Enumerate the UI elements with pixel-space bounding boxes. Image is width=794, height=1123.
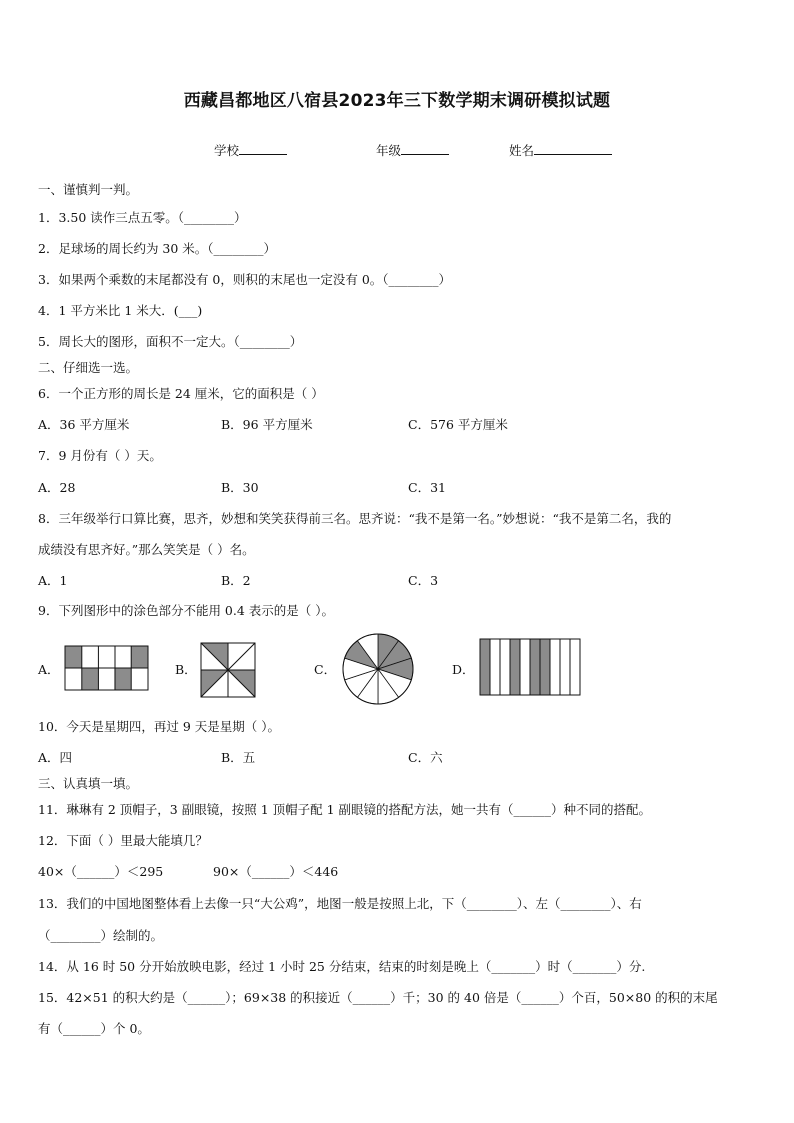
name-blank[interactable] [534,142,612,155]
question-8-continued: 成绩没有思齐好。”那么笑笑是（ ）名。 [38,542,255,557]
question-14: 14．从 16 时 50 分开始放映电影，经过 1 小时 25 分结束，结束的时刻是晚上（_______）时（_______）分. [38,959,646,974]
question-6: 6．一个正方形的周长是 24 厘米，它的面积是（ ） [38,386,324,401]
option-a[interactable]: A．28 [38,480,76,495]
page-title: 西藏昌都地区八宿县2023年三下数学期末调研模拟试题 [183,91,611,111]
question-4: 4．1 平方米比 1 米大．(___) [38,303,203,318]
option-c[interactable]: C．六 [408,750,443,765]
grade-field [376,141,449,159]
grade-label: 年级 [376,143,402,158]
name-label: 姓名 [509,143,535,158]
option-b[interactable]: B．96 平方厘米 [221,417,313,432]
option-b[interactable]: B．30 [221,480,259,495]
section-heading: 二、仔细选一选。 [38,360,139,375]
figure-c-circle [341,632,415,706]
option-b[interactable]: B．2 [221,573,251,588]
option-a[interactable]: A．1 [38,573,68,588]
option-d[interactable]: D． [452,662,475,677]
school-label: 学校 [214,143,240,158]
question-15: 15．42×51 的积大约是（______）；69×38 的积接近（______）千；30 的 40 倍是（______）个百，50×80 的积的末尾 [38,990,718,1005]
figure-b-square [200,642,256,698]
question-12-part-1[interactable]: 40×（______）＜295 [38,864,164,879]
option-c[interactable]: C．576 平方厘米 [408,417,508,432]
question-2: 2．足球场的周长约为 30 米。（________） [38,241,277,256]
question-1: 1．3.50 读作三点五零。（________） [38,210,247,225]
question-3: 3．如果两个乘数的末尾都没有 0，则积的末尾也一定没有 0。（________） [38,272,452,287]
school-field [214,141,287,159]
question-8: 8．三年级举行口算比赛，思齐，妙想和笑笑获得前三名。思齐说：“我不是第一名。”妙想说：“我不是第二名，我的 [38,511,672,526]
option-c[interactable]: C．3 [408,573,439,588]
question-11: 11．琳琳有 2 顶帽子，3 副眼镜，按照 1 顶帽子配 1 副眼镜的搭配方法，她一共有（______）种不同的搭配。 [38,802,652,817]
option-c[interactable]: C． [314,662,337,677]
option-c[interactable]: C．31 [408,480,446,495]
grade-blank[interactable] [401,142,449,155]
figure-d-strips [479,638,581,696]
option-b[interactable]: B． [175,662,197,677]
question-12: 12．下面（ ）里最大能填几？ [38,833,208,848]
section-heading: 一、谨慎判一判。 [38,182,139,197]
question-10: 10．今天是星期四，再过 9 天是星期（ ）。 [38,719,281,734]
section-heading: 三、认真填一填。 [38,776,139,791]
question-13-continued: （________）绘制的。 [38,928,164,943]
question-5: 5．周长大的图形，面积不一定大。（________） [38,334,303,349]
name-field [509,141,612,159]
option-a[interactable]: A．四 [38,750,73,765]
question-9: 9．下列图形中的涂色部分不能用 0.4 表示的是（ ）。 [38,603,335,618]
school-blank[interactable] [239,142,287,155]
option-b[interactable]: B．五 [221,750,256,765]
question-15-continued: 有（______）个 0。 [38,1021,150,1036]
question-13: 13．我们的中国地图整体看上去像一只“大公鸡”，地图一般是按照上北，下（________）、左（________）、右 [38,896,642,911]
question-12-part-2[interactable]: 90×（______）＜446 [213,864,339,879]
option-a[interactable]: A． [38,662,60,677]
option-a[interactable]: A．36 平方厘米 [38,417,130,432]
question-7: 7．9 月份有（ ）天。 [38,448,162,463]
figure-a-grid [64,645,150,691]
